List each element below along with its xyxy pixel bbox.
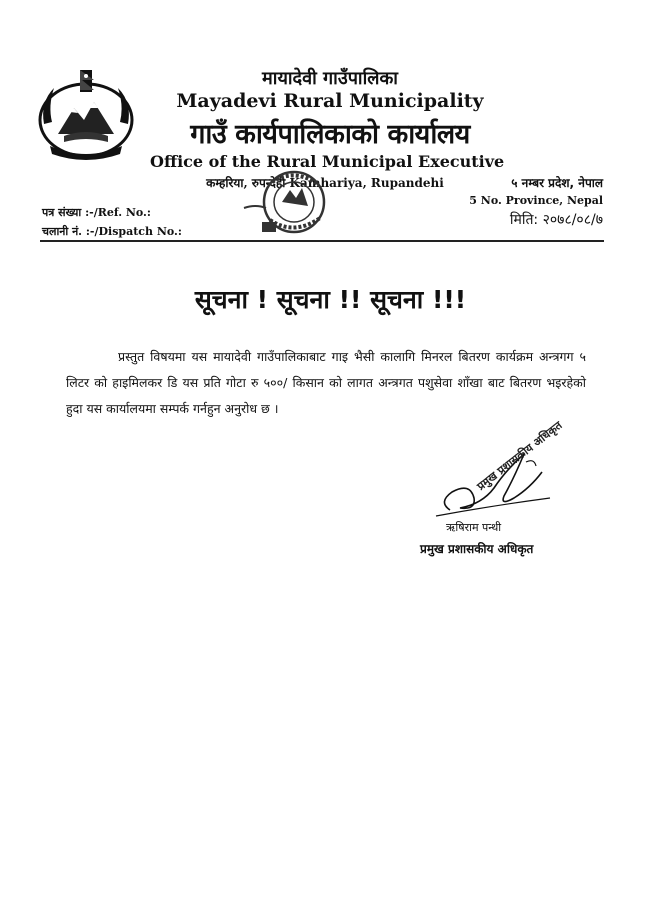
header-divider [40,240,604,242]
signatory-name: ऋषिराम पन्थी [446,521,502,534]
notice-title: सूचना ! सूचना !! सूचना !!! [194,285,467,314]
nepal-emblem-icon [30,62,142,164]
notice-body-text: प्रस्तुत विषयमा यस मायादेवी गाउँपालिकाबाट गाइ भैसी कालागि मिनरल बितरण कार्यक्रम अन्त्रगग ५ लिटर को हाइमिलकर डि यस प्रति गोटा रु ५००/ किसान को लागत अन्त्रगत पशुसेवा शाँखा बाट बितरण भइरहेको हुदा यस कार्यालयमा सम्पर्क गर्नहुन अनुरोध छ । [66,349,586,416]
province-english: 5 No. Province, Nepal [469,194,603,207]
notice-body [66,344,586,422]
designation-stamp: प्रमुख प्रशासकीय अधिकृत [474,418,565,494]
province-nepali: ५ नम्बर प्रदेश, नेपाल [511,176,603,190]
municipality-name-english: Mayadevi Rural Municipality [176,90,484,112]
office-name-english: Office of the Rural Municipal Executive [150,152,505,171]
office-seal-icon [236,168,342,240]
office-name-nepali: गाउँ कार्यपालिकाको कार्यालय [190,119,470,150]
office-address: कम्हरिया, रुपन्देही Kamhariya, Rupandehi [206,176,444,190]
notice-date: मिति: २०७८/०८/७ [509,212,603,228]
reference-number-label: पत्र संख्या :-/Ref. No.: [42,206,151,219]
signatory-title: प्रमुख प्रशासकीय अधिकृत [420,542,534,556]
municipality-name-nepali: मायादेवी गाउँपालिका [262,68,398,89]
dispatch-number-label: चलानी नं. :-/Dispatch No.: [42,225,182,238]
